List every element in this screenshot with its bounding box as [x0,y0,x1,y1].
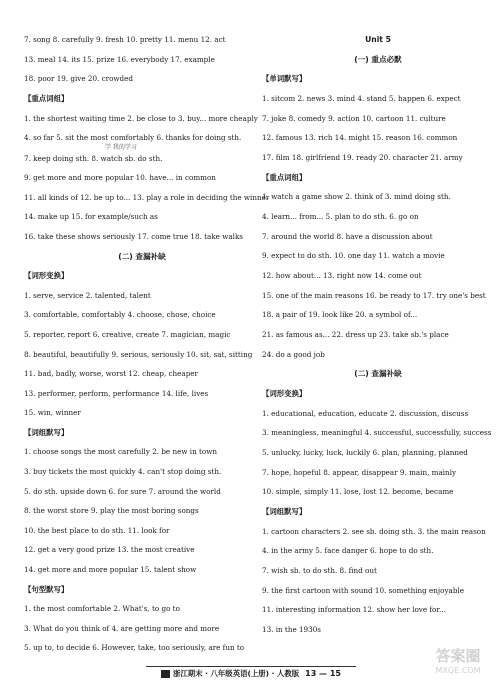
answer-line: 14. get more and more popular 15. talent show [24,565,197,574]
section-heading: 【词形变换】 [24,271,69,280]
answer-line: 1. the shortest waiting time 2. be close to 3. buy... more cheaply [24,114,258,123]
answer-line: 4. so far 5. sit the most comfortably 6. thanks for doing sth. [24,133,242,142]
section-title: (二) 查漏补缺 [118,252,166,261]
answer-line: 11. interesting information 12. show her love for... [262,605,446,614]
stamp-text: 学 我的学习 [105,144,137,151]
answer-line: 18. a pair of 19. look like 20. a symbol of... [262,310,418,319]
unit-title: Unit 5 [365,35,391,44]
page-footer [146,666,356,680]
answer-line: 8. the worst store 9. play the most boring songs [24,506,199,515]
answer-line: 5. reporter, report 6. creative, create 7. magician, magic [24,330,231,339]
section-heading: 【词组默写】 [24,428,69,437]
section-title: (一) 重点必默 [354,55,402,64]
watermark-text: 答案圈 [435,647,481,665]
section-heading: 【句型默写】 [24,585,69,594]
answer-line: 12. how about... 13. right now 14. come out [262,271,422,280]
answer-line: 10. the best place to do sth. 11. look for [24,526,170,535]
answer-line: 14. make up 15. for example/such as [24,212,158,221]
answer-line: 5. unlucky, lucky, luck, luckily 6. plan, planning, planned [262,448,468,457]
watermark-logo [422,644,494,678]
answer-line: 10. simple, simply 11. lose, lost 12. become, became [262,487,454,496]
section-heading: 【单词默写】 [262,74,307,83]
section-heading: 【重点词组】 [24,94,69,103]
answer-line: 3. meaningless, meaningful 4. successful, successfully, success [262,428,492,437]
answer-line: 1. serve, service 2. talented, talent [24,291,151,300]
page-range: 13 — 15 [305,669,341,678]
answer-line: 21. as famous as... 22. dress up 23. take sb.'s place [262,330,449,339]
answer-line: 1. watch a game show 2. think of 3. mind doing sth. [262,192,451,201]
answer-line: 5. do sth. upside down 6. for sure 7. around the world [24,487,221,496]
answer-line: 11. bad, badly, worse, worst 12. cheap, cheaper [24,369,198,378]
answer-line: 4. in the army 5. face danger 6. hope to do sth. [262,546,434,555]
section-heading: 【词组默写】 [262,507,307,516]
answer-line: 18. poor 19. give 20. crowded [24,74,134,83]
answer-line: 13. performer, perform, performance 14. life, lives [24,389,209,398]
answer-line: 9. expect to do sth. 10. one day 11. watch a movie [262,251,445,260]
answer-line: 11. all kinds of 12. be up to... 13. play a role in deciding the winner [24,193,270,202]
section-title: (二) 查漏补缺 [354,369,402,378]
answer-line: 3. buy tickets the most quickly 4. can't stop doing sth. [24,467,222,476]
answer-line: 1. sitcom 2. news 3. mind 4. stand 5. happen 6. expect [262,94,461,103]
answer-line: 17. film 18. girlfriend 19. ready 20. character 21. army [262,153,463,162]
answer-line: 15. one of the main reasons 16. be ready to 17. try one's best [262,291,486,300]
answer-line: 7. wish sb. to do sth. 8. find out [262,566,377,575]
answer-line: 5. up to, to decide 6. However, take, too seriously, are fun to [24,643,245,652]
answer-line: 3. comfortable, comfortably 4. choose, chose, choice [24,310,216,319]
book-icon [161,670,170,678]
section-heading: 【重点词组】 [262,173,307,182]
answer-line: 1. the most comfortable 2. What's, to go to [24,604,180,613]
answer-line: 4. learn... from... 5. plan to do sth. 6. go on [262,212,419,221]
answer-line: 7. song 8. carefully 9. fresh 10. pretty 11. menu 12. act [24,35,226,44]
answer-line: 15. win, winner [24,408,81,417]
answer-line: 12. famous 13. rich 14. might 15. reason 16. common [262,133,458,142]
footer-title: 浙江期末 · 八年级英语(上册) · 人教版 [173,669,300,678]
answer-line: 8. beautiful, beautifully 9. serious, seriously 10. sit, sat, sitting [24,350,253,359]
answer-line: 24. do a good job [262,350,325,359]
answer-line: 7. around the world 8. have a discussion about [262,232,433,241]
answer-line: 9. get more and more popular 10. have... in common [24,173,216,182]
answer-line: 16. take these shows seriously 17. come true 18. take walks [24,232,243,241]
section-heading: 【词形变换】 [262,389,307,398]
answer-line: 9. the first cartoon with sound 10. something enjoyable [262,586,464,595]
answer-line: 1. educational, education, educate 2. discussion, discuss [262,409,469,418]
answer-line: 7. joke 8. comedy 9. action 10. cartoon 11. culture [262,114,446,123]
watermark-url: MXQE.COM [435,666,481,675]
answer-line: 13. meal 14. its 15. prize 16. everybody 17. example [24,55,215,64]
answer-line: 12. get a very good prize 13. the most creative [24,545,195,554]
answer-line: 1. cartoon characters 2. see sb. doing sth. 3. the main reason [262,527,486,536]
answer-line: 3. What do you think of 4. are getting more and more [24,624,220,633]
answer-line: 7. hope, hopeful 8. appear, disappear 9. main, mainly [262,468,457,477]
answer-line: 7. keep doing sth. 8. watch sb. do sth. [24,154,163,163]
answer-line: 1. choose songs the most carefully 2. be new in town [24,447,217,456]
answer-line: 13. in the 1930s [262,625,321,634]
